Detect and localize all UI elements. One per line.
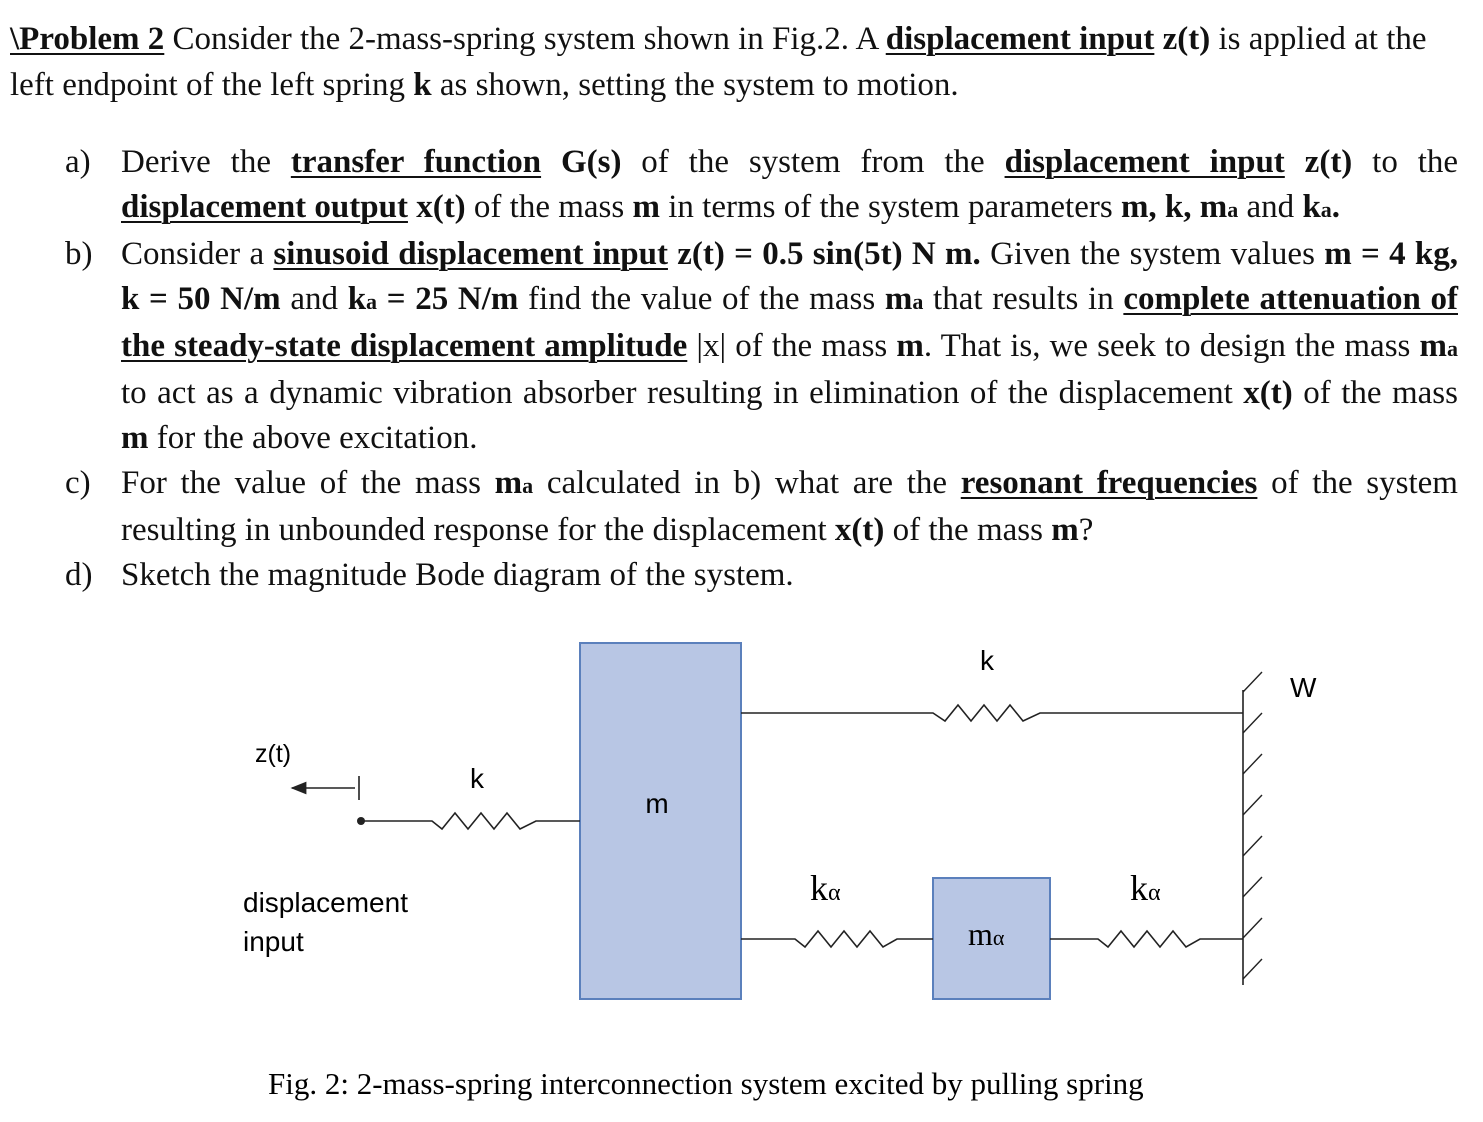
a-params: m, k, m	[1120, 189, 1228, 225]
c-m2: m	[1051, 512, 1079, 548]
b-values: m = 4 kg, k = 50 N/m	[121, 236, 1458, 317]
a-zt: z(t)	[1284, 144, 1353, 180]
a-k: k	[1302, 189, 1321, 225]
a-xt: x(t)	[407, 189, 466, 225]
c-m: m	[494, 465, 523, 501]
c-sub-a: a	[522, 473, 534, 498]
b-sub-a2: a	[912, 289, 924, 314]
b-xt: x(t)	[1243, 375, 1293, 411]
problem-label: \Problem 2	[10, 21, 165, 57]
input-label-line2: input	[243, 926, 304, 957]
b-m3: m	[1419, 328, 1447, 364]
mass-ma-label: mα	[968, 916, 1005, 952]
a-m: m	[632, 189, 660, 225]
a-t12: in terms of the system parameters	[659, 189, 1121, 225]
b-t10: find the value of the mass	[518, 281, 885, 317]
c-question: ?	[1078, 512, 1094, 548]
c-xt: x(t)	[834, 512, 885, 548]
intro-text-6: as shown, setting the system to motion.	[431, 67, 959, 103]
top-spring-label: k	[980, 645, 994, 676]
b-t25: for the above excitation.	[148, 420, 478, 456]
b-t18: . That is, we seek to design the mass	[923, 328, 1420, 364]
wall-label: W	[1290, 672, 1317, 703]
b-t1: Consider a	[121, 236, 274, 272]
a-t4: of the system from the	[621, 144, 1005, 180]
a-t7: to the	[1352, 144, 1459, 180]
input-label-line1: displacement	[243, 887, 408, 918]
a-displacement-input: displacement input	[1004, 144, 1285, 180]
wall-hatching	[1243, 672, 1262, 979]
b-zt-formula: z(t) = 0.5 sin(5t) N m.	[667, 236, 981, 272]
part-marker: b)	[65, 236, 93, 272]
b-sub-a3: a	[1447, 336, 1458, 361]
mass-m-block	[580, 643, 741, 999]
left-spring-label: k	[470, 763, 484, 794]
a-displacement-output: displacement output	[121, 189, 408, 225]
mass-m-label: m	[645, 788, 669, 819]
a-t1: Derive the	[121, 144, 291, 180]
ka-left-label: kα	[810, 868, 841, 908]
b-m4: m	[121, 420, 149, 456]
ka-left-spring	[741, 931, 933, 947]
c-t1: For the value of the mass	[121, 465, 495, 501]
part-marker: d)	[65, 557, 93, 593]
part-marker: a)	[65, 144, 91, 180]
a-transfer-function: transfer function	[290, 144, 542, 180]
a-sub-a2: a	[1320, 197, 1332, 222]
intro-displacement-input: displacement input	[885, 21, 1155, 57]
a-gs: G(s)	[541, 144, 622, 180]
b-sinusoid-input: sinusoid displacement input	[273, 236, 668, 272]
b-t21: to act as a dynamic vibration absorber resulting in elimination of the displacement	[121, 375, 1244, 411]
c-resonant-frequencies: resonant frequencies	[960, 465, 1258, 501]
b-k: k	[347, 281, 367, 317]
intro-zt: z(t)	[1154, 21, 1211, 57]
ka-right-label: kα	[1130, 868, 1161, 908]
b-t13: that results in	[923, 281, 1124, 317]
intro-text-1: Consider the 2-mass-spring system shown in Fig.2. A	[164, 21, 886, 57]
b-sub-a: a	[366, 289, 378, 314]
b-t16: of the mass	[726, 328, 897, 364]
left-spring	[361, 813, 580, 829]
b-abs-x: |x|	[687, 328, 727, 364]
a-t10: of the mass	[465, 189, 633, 225]
b-complete-attenuation: complete attenuation of the steady-state displacement amplitude	[121, 281, 1458, 364]
part-marker: c)	[65, 465, 91, 501]
b-and: and	[280, 281, 348, 317]
zt-label: z(t)	[255, 740, 292, 768]
b-ka-value: = 25 N/m	[377, 281, 519, 317]
c-t6: of the system resulting in unbounded response for the displacement	[121, 465, 1458, 548]
a-period: .	[1331, 189, 1341, 225]
a-and: and	[1238, 189, 1303, 225]
a-sub-a: a	[1227, 197, 1239, 222]
c-t4: calculated in b) what are the	[533, 465, 961, 501]
b-t4: Given the system values	[980, 236, 1325, 272]
intro-k: k	[413, 67, 432, 103]
figure-caption: Fig. 2: 2-mass-spring interconnection system excited by pulling spring	[268, 1066, 1144, 1101]
d-t1: Sketch the magnitude Bode diagram of the system.	[121, 557, 794, 593]
intro-text-4: is applied at the left endpoint of the left spring	[10, 21, 1427, 103]
ka-right-spring	[1050, 931, 1243, 947]
b-t23: of the mass	[1292, 375, 1458, 411]
c-t8: of the mass	[884, 512, 1052, 548]
b-m2: m	[896, 328, 924, 364]
b-m: m	[884, 281, 913, 317]
top-spring	[741, 705, 1243, 721]
